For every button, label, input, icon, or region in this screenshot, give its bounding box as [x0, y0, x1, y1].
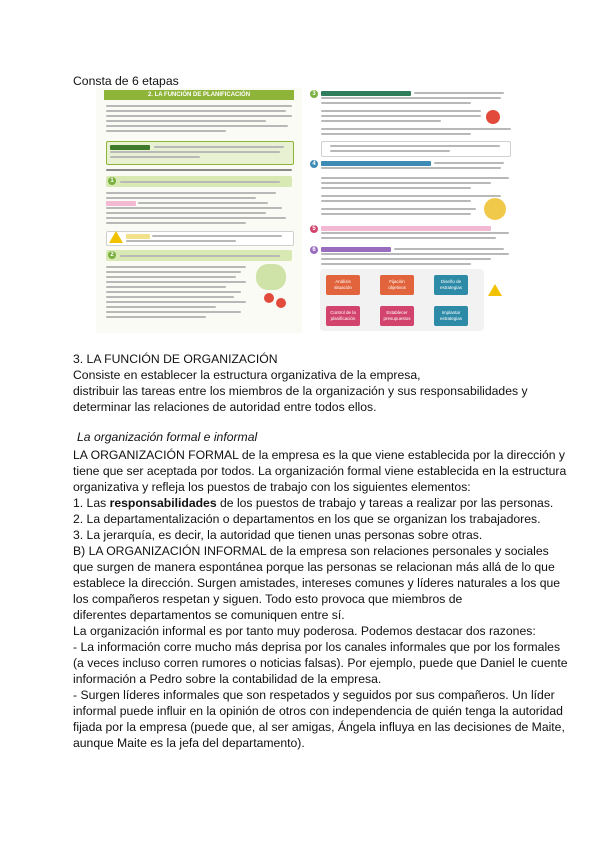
list-item-1-suffix: de los puestos de trabajo y tareas a realizar por las personas.	[216, 496, 554, 510]
textbook-left-column: 2. LA FUNCIÓN DE PLANIFICACIÓN 1 2	[96, 88, 302, 333]
informal-line-12: fijada por la empresa (puede que, al ser amigas, Ángela influya en las decisiones de Maite,	[73, 720, 565, 734]
informal-line-10: - Surgen líderes informales que son respetados y seguidos por sus compañeros. Un líder	[73, 688, 555, 702]
informal-line-7: - La información corre mucho más deprisa por los canales informales que por los formales	[73, 640, 561, 654]
informal-line-9: información a Pedro sobre la contabilidad de la empresa.	[73, 672, 382, 686]
definition-line-3: determinar las relaciones de autoridad entre todos ellos.	[73, 400, 377, 414]
informal-line-4: los compañeros respetan y siguen. Todo esto provoca que miembros de	[73, 592, 463, 606]
informal-line-11: informal puede influir en la opinión de otros con independencia de quién tenga la autoridad	[73, 704, 563, 718]
informal-line-6: La organización informal es por tanto muy poderosa. Podemos destacar dos razones:	[73, 624, 536, 638]
informal-line-3: establece la dirección. Surgen amistades, intereses comunes y líderes naturales a los que	[73, 576, 561, 590]
informal-line-13: aunque Maite es la jefa del departamento).	[73, 736, 305, 750]
informal-line-5: diferentes departamentos se comuniquen entre sí.	[73, 608, 345, 622]
list-item-1-bold: responsabilidades	[109, 496, 217, 510]
formal-line-2: tiene que ser aceptada por todos. La organización formal viene establecida en la estructura	[73, 464, 567, 478]
textbook-header: 2. LA FUNCIÓN DE PLANIFICACIÓN	[104, 90, 294, 100]
list-item-1-prefix: 1. Las	[73, 496, 110, 510]
list-item-1	[73, 496, 553, 511]
informal-line-2: que surgen de manera espontánea porque las personas se relacionan más allá de lo que	[73, 560, 555, 574]
flow-step-5: Establecer presupuestos	[380, 306, 414, 326]
textbook-page-image	[96, 88, 514, 333]
definition-line-2: distribuir las tareas entre los miembros de la organización y sus responsabilidades y	[73, 384, 528, 398]
definition-line-1: Consiste en establecer la estructura organizativa de la empresa,	[73, 368, 421, 382]
formal-line-1: LA ORGANIZACIÓN FORMAL de la empresa es la que viene establecida por la dirección y	[73, 448, 566, 462]
flow-step-1: Análisis situación	[326, 275, 360, 295]
list-item-3: 3. La jerarquía, es decir, la autoridad que tienen unas personas sobre otras.	[73, 528, 483, 542]
informal-line-1: B) LA ORGANIZACIÓN INFORMAL de la empresa son relaciones personales y sociales	[73, 544, 549, 558]
list-item-2: 2. La departamentalización o departamentos en los que se organizan los trabajadores.	[73, 512, 541, 526]
flow-step-2: Fijación objetivos	[380, 275, 414, 295]
flow-step-3: Diseño de estrategias	[434, 275, 468, 295]
section-title: 3. LA FUNCIÓN DE ORGANIZACIÓN	[73, 352, 278, 366]
formal-line-3: organizativa y refleja los puestos de trabajo con los siguientes elementos:	[73, 480, 471, 494]
subheading: La organización formal e informal	[77, 430, 258, 444]
intro-text: Consta de 6 etapas	[73, 74, 179, 88]
flow-step-4: Implantar estrategias	[434, 306, 468, 326]
textbook-right-column: 3 4 5 6 Análisis situación Fijación objetivos Diseño de estrategias Implantar estrategias Establecer presupuestos Control de la planificación	[306, 88, 514, 333]
flow-step-6: Control de la planificación	[326, 306, 360, 326]
informal-line-8: (a veces incluso corren rumores o noticias falsas). Por ejemplo, puede que Daniel le cuente	[73, 656, 568, 670]
